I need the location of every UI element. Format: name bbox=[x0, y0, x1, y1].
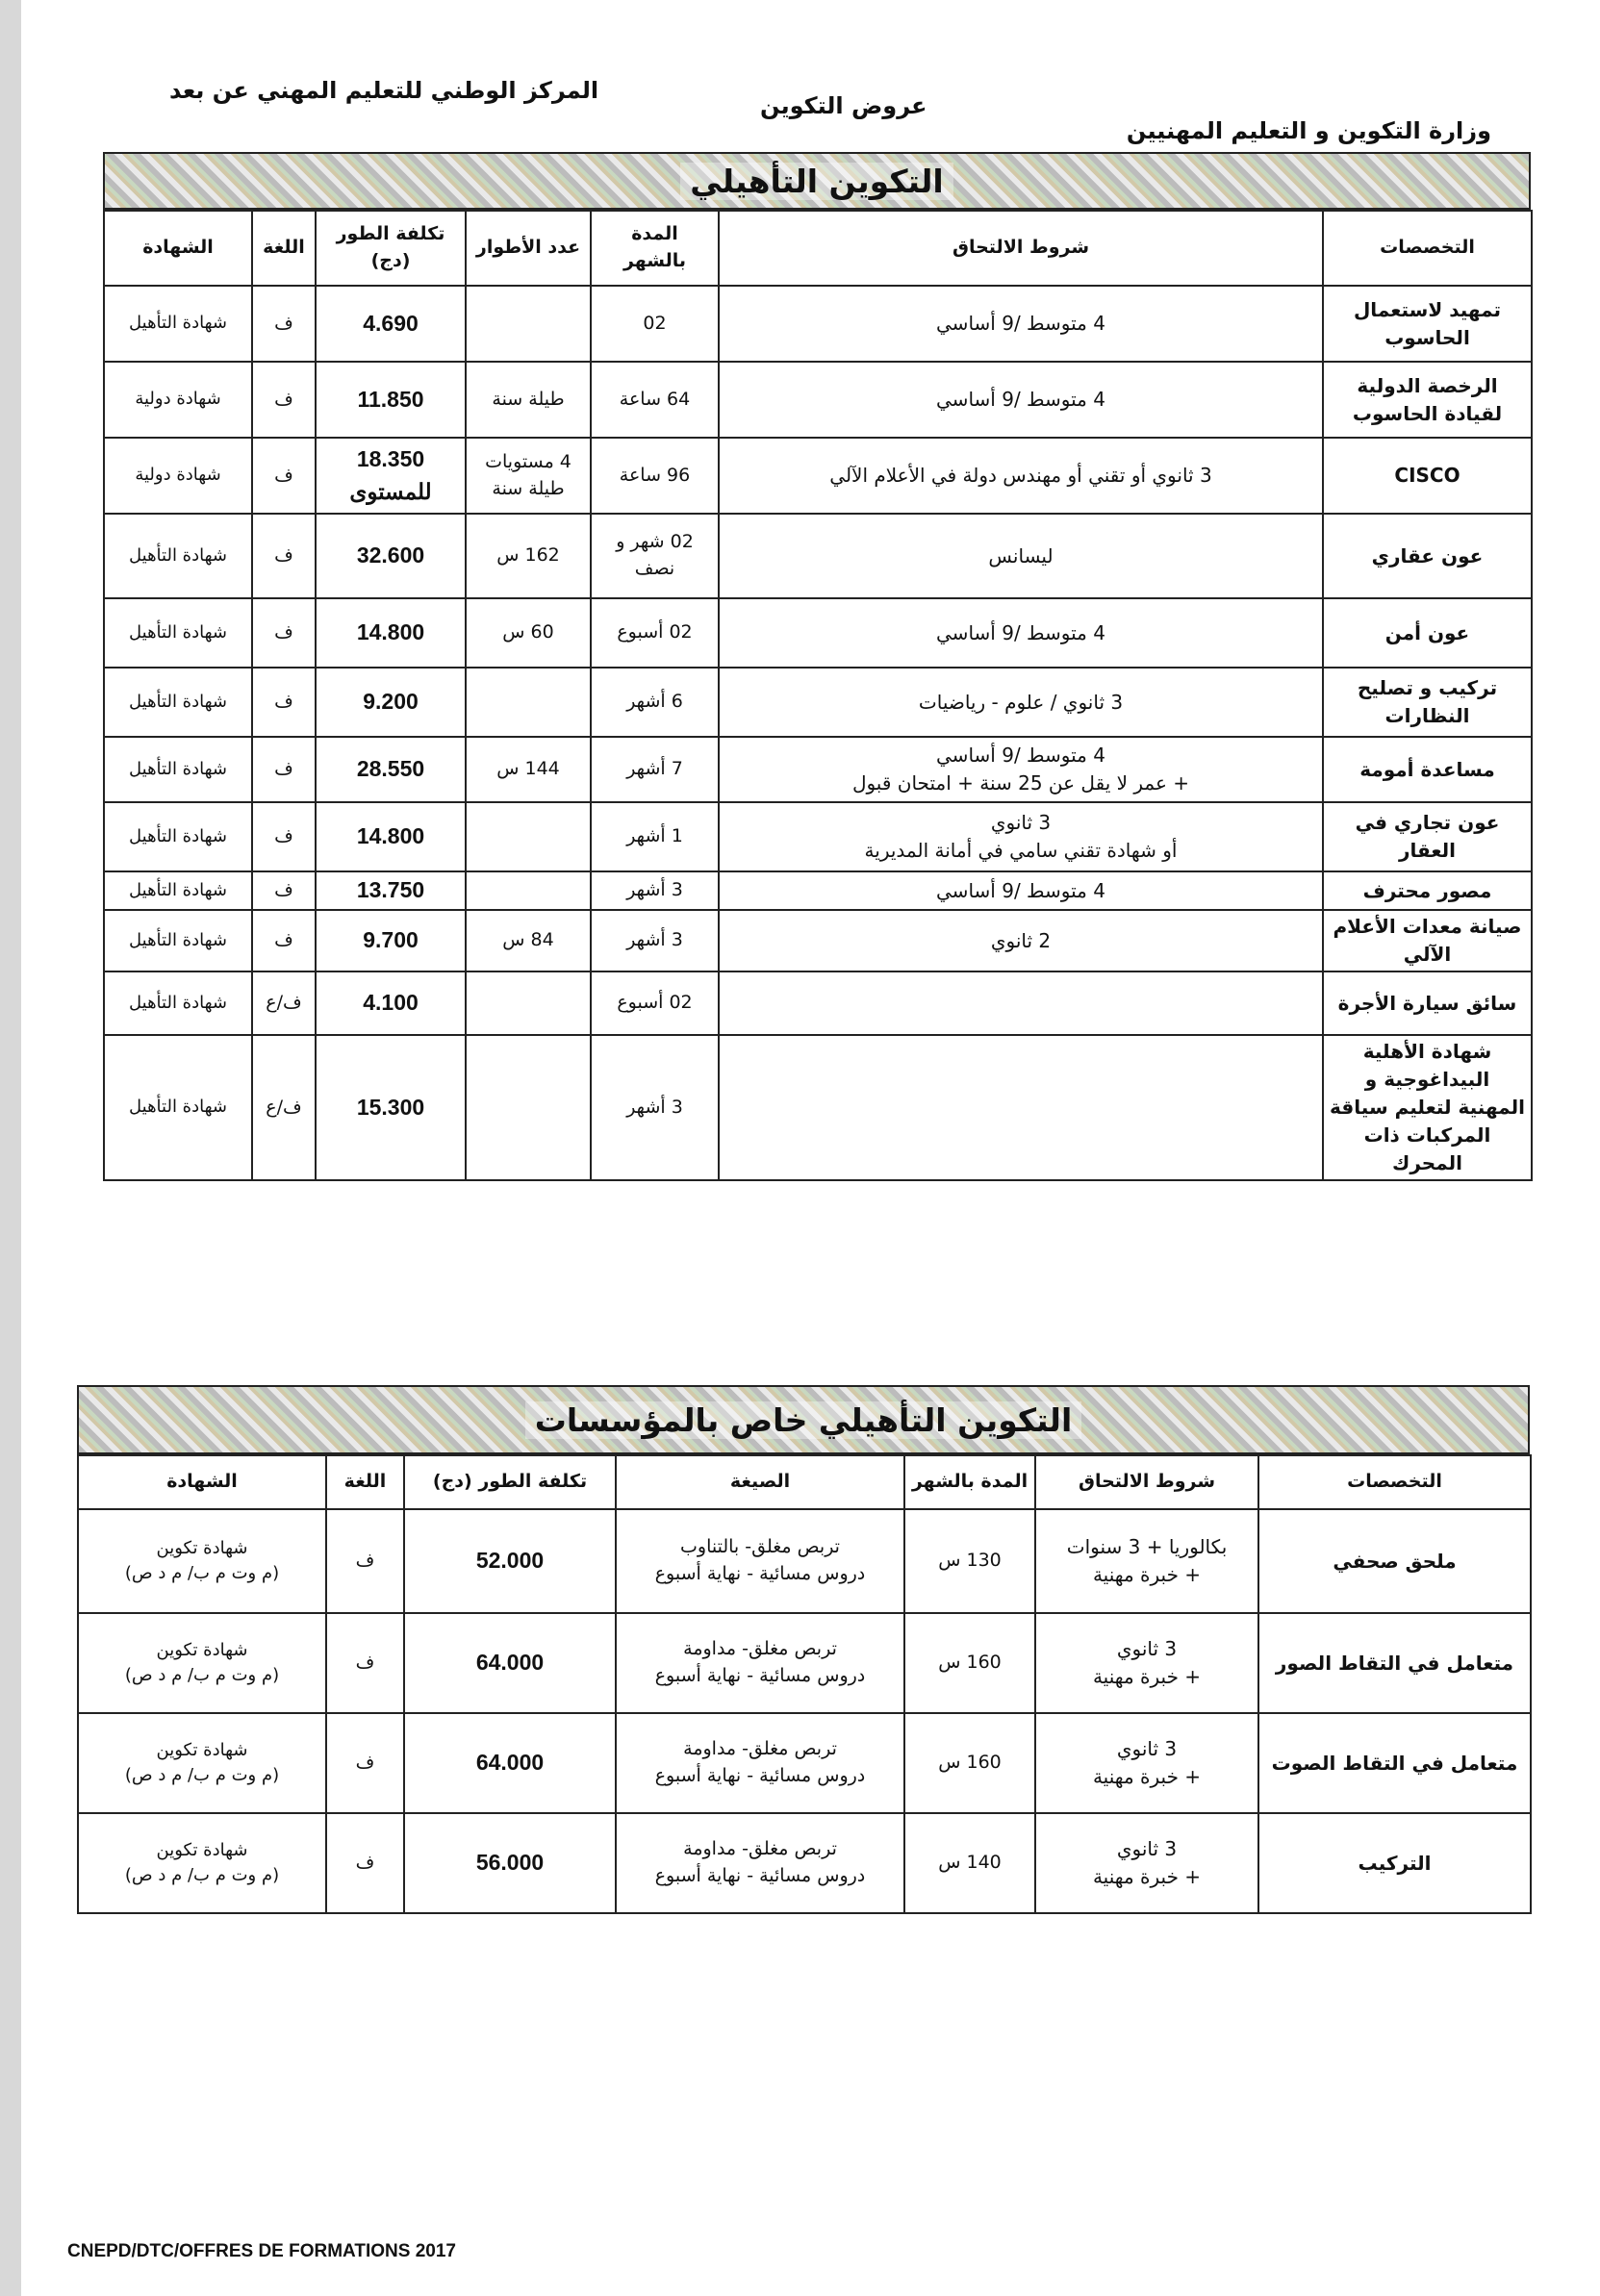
admission-conditions-cell bbox=[719, 514, 1323, 598]
training-mode-cell-line: دروس مسائية - نهاية أسبوع bbox=[654, 1765, 866, 1786]
language-cell: ف bbox=[252, 362, 316, 438]
language-cell: ف bbox=[252, 802, 316, 871]
cost-cell: 11.850 bbox=[316, 362, 466, 438]
duration-cell: 140 س bbox=[904, 1813, 1035, 1913]
certificate-cell-line: (م وت م ب/ م د ص) bbox=[124, 1563, 280, 1583]
table-row bbox=[104, 802, 1532, 871]
col-header: عدد الأطوار bbox=[466, 211, 591, 286]
stages-cell: 144 س bbox=[466, 737, 591, 802]
table-row bbox=[104, 910, 1532, 971]
cost-cell: 28.550 bbox=[316, 737, 466, 802]
cost-cell: 9.200 bbox=[316, 668, 466, 737]
language-cell: ف bbox=[252, 668, 316, 737]
duration-cell: 02 أسبوع bbox=[591, 598, 719, 668]
language-cell: ف/ع bbox=[252, 1035, 316, 1180]
admission-conditions-cell bbox=[719, 737, 1323, 802]
admission-conditions-cell-line: 4 متوسط /9 أساسي bbox=[936, 744, 1105, 767]
col-header: المدة بالشهر bbox=[591, 211, 719, 286]
col-header: التخصصات bbox=[1323, 211, 1532, 286]
training-mode-cell-line: تربص مغلق- بالتناوب bbox=[680, 1536, 840, 1558]
certificate-cell: شهادة التأهيل bbox=[104, 286, 252, 362]
col-header: الصيغة bbox=[616, 1455, 904, 1509]
admission-conditions-cell-line: 3 ثانوي bbox=[1116, 1637, 1178, 1660]
admission-conditions-cell-line: + خبرة مهنية bbox=[1092, 1765, 1202, 1788]
admission-conditions-cell bbox=[1035, 1813, 1258, 1913]
admission-conditions-cell-line: + خبرة مهنية bbox=[1092, 1865, 1202, 1888]
admission-conditions-cell bbox=[719, 871, 1323, 910]
cost-cell: 4.100 bbox=[316, 971, 466, 1035]
duration-cell: 160 س bbox=[904, 1713, 1035, 1813]
cost-cell: 14.800 bbox=[316, 802, 466, 871]
certificate-cell: شهادة التأهيل bbox=[104, 1035, 252, 1180]
specialty-cell: عون عقاري bbox=[1323, 514, 1532, 598]
cost-cell: 56.000 bbox=[404, 1813, 616, 1913]
language-cell: ف bbox=[252, 514, 316, 598]
duration-cell: 3 أشهر bbox=[591, 871, 719, 910]
duration-cell: 02 أسبوع bbox=[591, 971, 719, 1035]
specialty-cell: متعامل في التقاط الصوت bbox=[1258, 1713, 1531, 1813]
admission-conditions-cell bbox=[1035, 1713, 1258, 1813]
cost-cell: 64.000 bbox=[404, 1713, 616, 1813]
specialty-cell: التركيب bbox=[1258, 1813, 1531, 1913]
certificate-cell: شهادة التأهيل bbox=[104, 802, 252, 871]
ministry-header: وزارة التكوين و التعليم المهنيين bbox=[1126, 117, 1491, 144]
certificate-cell: شهادة التأهيل bbox=[104, 598, 252, 668]
certificate-cell-line: (م وت م ب/ م د ص) bbox=[124, 1665, 280, 1685]
document-title: عروض التكوين bbox=[760, 92, 927, 119]
specialty-cell: ملحق صحفي bbox=[1258, 1509, 1531, 1613]
cost-cell: 52.000 bbox=[404, 1509, 616, 1613]
stages-cell bbox=[466, 971, 591, 1035]
certificate-cell-line: شهادة تكوين bbox=[156, 1739, 248, 1760]
certificate-cell-line: شهادة تكوين bbox=[156, 1839, 248, 1860]
col-header: اللغة bbox=[252, 211, 316, 286]
cost-cell: 4.690 bbox=[316, 286, 466, 362]
specialty-cell: عون تجاري في العقار bbox=[1323, 802, 1532, 871]
specialty-cell: تمهيد لاستعمال الحاسوب bbox=[1323, 286, 1532, 362]
specialty-cell: متعامل في التقاط الصور bbox=[1258, 1613, 1531, 1713]
certificate-cell bbox=[78, 1813, 326, 1913]
section2-banner bbox=[77, 1385, 1530, 1454]
training-mode-cell-line: دروس مسائية - نهاية أسبوع bbox=[654, 1665, 866, 1686]
specialty-cell: عون أمن bbox=[1323, 598, 1532, 668]
table-row bbox=[104, 737, 1532, 802]
stages-cell: 84 س bbox=[466, 910, 591, 971]
admission-conditions-cell-line: 3 ثانوي bbox=[1116, 1837, 1178, 1860]
admission-conditions-cell-line: 3 ثانوي أو تقني أو مهندس دولة في الأعلام الآلي bbox=[829, 464, 1212, 487]
language-cell: ف bbox=[252, 737, 316, 802]
center-header: المركز الوطني للتعليم المهني عن بعد bbox=[169, 77, 599, 104]
certificate-cell-line: شهادة تكوين bbox=[156, 1639, 248, 1660]
admission-conditions-cell bbox=[719, 1035, 1323, 1180]
admission-conditions-cell-line: 4 متوسط /9 أساسي bbox=[936, 312, 1105, 335]
table-row bbox=[104, 668, 1532, 737]
stages-cell bbox=[466, 802, 591, 871]
table-row bbox=[104, 971, 1532, 1035]
certificate-cell: شهادة دولية bbox=[104, 362, 252, 438]
section1-title: التكوين التأهيلي bbox=[680, 163, 952, 200]
table-row bbox=[104, 362, 1532, 438]
admission-conditions-cell-line: ليسانس bbox=[988, 543, 1054, 568]
language-cell: ف bbox=[252, 438, 316, 514]
table-row bbox=[104, 438, 1532, 514]
admission-conditions-cell-line: 4 متوسط /9 أساسي bbox=[936, 388, 1105, 411]
cost-cell: 32.600 bbox=[316, 514, 466, 598]
col-header: تكلفة الطور (دج) bbox=[316, 211, 466, 286]
col-header: الشهادة bbox=[104, 211, 252, 286]
certificate-cell: شهادة التأهيل bbox=[104, 514, 252, 598]
col-header: شروط الالتحاق bbox=[1035, 1455, 1258, 1509]
training-mode-cell-line: تربص مغلق- مداومة bbox=[683, 1738, 837, 1760]
admission-conditions-cell bbox=[719, 668, 1323, 737]
training-mode-cell bbox=[616, 1813, 904, 1913]
cost-cell: 15.300 bbox=[316, 1035, 466, 1180]
duration-cell: 160 س bbox=[904, 1613, 1035, 1713]
duration-cell: 7 أشهر bbox=[591, 737, 719, 802]
certificate-cell: شهادة التأهيل bbox=[104, 668, 252, 737]
col-header: شروط الالتحاق bbox=[719, 211, 1323, 286]
admission-conditions-cell-line: 3 ثانوي bbox=[1116, 1737, 1178, 1760]
language-cell: ف bbox=[326, 1613, 404, 1713]
certificate-cell: شهادة التأهيل bbox=[104, 737, 252, 802]
language-cell: ف bbox=[252, 910, 316, 971]
admission-conditions-cell bbox=[719, 438, 1323, 514]
duration-cell: 02 شهر و نصف bbox=[591, 514, 719, 598]
stages-cell bbox=[466, 871, 591, 910]
col-header: التخصصات bbox=[1258, 1455, 1531, 1509]
certificate-cell bbox=[78, 1509, 326, 1613]
table-row bbox=[104, 871, 1532, 910]
table-row bbox=[104, 514, 1532, 598]
training-mode-cell-line: تربص مغلق- مداومة bbox=[683, 1838, 837, 1860]
admission-conditions-cell bbox=[1035, 1613, 1258, 1713]
duration-cell: 02 bbox=[591, 286, 719, 362]
certificate-cell: شهادة التأهيل bbox=[104, 871, 252, 910]
specialty-cell: شهادة الأهلية البيداغوجية و المهنية لتعليم سياقة المركبات ذات المحرك bbox=[1323, 1035, 1532, 1180]
admission-conditions-cell bbox=[719, 802, 1323, 871]
stages-cell bbox=[466, 1035, 591, 1180]
admission-conditions-cell-line: 4 متوسط /9 أساسي bbox=[936, 620, 1105, 644]
certificate-cell-line: (م وت م ب/ م د ص) bbox=[124, 1865, 280, 1885]
admission-conditions-cell bbox=[719, 971, 1323, 1035]
col-header: اللغة bbox=[326, 1455, 404, 1509]
institutions-training-table bbox=[77, 1454, 1532, 1914]
stages-cell bbox=[466, 668, 591, 737]
table-row bbox=[78, 1813, 1531, 1913]
language-cell: ف bbox=[252, 598, 316, 668]
admission-conditions-cell-line: 4 متوسط /9 أساسي bbox=[936, 878, 1105, 902]
language-cell: ف/ع bbox=[252, 971, 316, 1035]
section1-banner bbox=[103, 152, 1531, 210]
language-cell: ف bbox=[326, 1813, 404, 1913]
stages-cell: 60 س bbox=[466, 598, 591, 668]
stages-cell: 4 مستويات طيلة سنة bbox=[466, 438, 591, 514]
training-mode-cell bbox=[616, 1713, 904, 1813]
admission-conditions-cell-line: + خبرة مهنية bbox=[1092, 1563, 1202, 1586]
specialty-cell: صيانة معدات الأعلام الآلي bbox=[1323, 910, 1532, 971]
table-row bbox=[78, 1713, 1531, 1813]
certificate-cell-line: (م وت م ب/ م د ص) bbox=[124, 1765, 280, 1785]
scan-page-edge bbox=[0, 0, 21, 2296]
table-header-row bbox=[78, 1455, 1531, 1509]
language-cell: ف bbox=[252, 871, 316, 910]
cost-cell: 64.000 bbox=[404, 1613, 616, 1713]
admission-conditions-cell-line: 3 ثانوي bbox=[990, 811, 1052, 834]
table-row bbox=[104, 286, 1532, 362]
admission-conditions-cell-line: بكالوريا + 3 سنوات bbox=[1066, 1535, 1228, 1558]
table-row bbox=[104, 1035, 1532, 1180]
language-cell: ف bbox=[252, 286, 316, 362]
col-header: الشهادة bbox=[78, 1455, 326, 1509]
specialty-cell: CISCO bbox=[1323, 438, 1532, 514]
specialty-cell: مصور محترف bbox=[1323, 871, 1532, 910]
duration-cell: 3 أشهر bbox=[591, 910, 719, 971]
specialty-cell: الرخصة الدولية لقيادة الحاسوب bbox=[1323, 362, 1532, 438]
cost-cell: 18.350 للمستوى bbox=[316, 438, 466, 514]
admission-conditions-cell bbox=[719, 910, 1323, 971]
certificate-cell: شهادة دولية bbox=[104, 438, 252, 514]
specialty-cell: مساعدة أمومة bbox=[1323, 737, 1532, 802]
duration-cell: 64 ساعة bbox=[591, 362, 719, 438]
certificate-cell: شهادة التأهيل bbox=[104, 971, 252, 1035]
admission-conditions-cell-line: 2 ثانوي bbox=[990, 928, 1052, 952]
specialty-cell: تركيب و تصليح النظارات bbox=[1323, 668, 1532, 737]
admission-conditions-cell bbox=[719, 362, 1323, 438]
training-mode-cell bbox=[616, 1613, 904, 1713]
specialty-cell: سائق سيارة الأجرة bbox=[1323, 971, 1532, 1035]
certificate-cell bbox=[78, 1713, 326, 1813]
admission-conditions-cell-line: أو شهادة تقني سامي في أمانة المديرية bbox=[864, 839, 1178, 862]
training-mode-cell-line: تربص مغلق- مداومة bbox=[683, 1638, 837, 1660]
col-header: تكلفة الطور (دج) bbox=[404, 1455, 616, 1509]
table-header-row bbox=[104, 211, 1532, 286]
cost-cell: 14.800 bbox=[316, 598, 466, 668]
training-mode-cell-line: دروس مسائية - نهاية أسبوع bbox=[654, 1563, 866, 1584]
duration-cell: 96 ساعة bbox=[591, 438, 719, 514]
certificate-cell bbox=[78, 1613, 326, 1713]
duration-cell: 6 أشهر bbox=[591, 668, 719, 737]
stages-cell: 162 س bbox=[466, 514, 591, 598]
certificate-cell: شهادة التأهيل bbox=[104, 910, 252, 971]
duration-cell: 130 س bbox=[904, 1509, 1035, 1613]
stages-cell: طيلة سنة bbox=[466, 362, 591, 438]
duration-cell: 3 أشهر bbox=[591, 1035, 719, 1180]
admission-conditions-cell bbox=[1035, 1509, 1258, 1613]
footer-reference: CNEPD/DTC/OFFRES DE FORMATIONS 2017 bbox=[67, 2241, 456, 2261]
language-cell: ف bbox=[326, 1509, 404, 1613]
stages-cell bbox=[466, 286, 591, 362]
admission-conditions-cell bbox=[719, 598, 1323, 668]
cost-cell: 9.700 bbox=[316, 910, 466, 971]
table-row bbox=[104, 598, 1532, 668]
training-mode-cell bbox=[616, 1509, 904, 1613]
admission-conditions-cell-line: 3 ثانوي / علوم - رياضيات bbox=[918, 690, 1124, 714]
qualification-training-table bbox=[103, 210, 1533, 1181]
table-row bbox=[78, 1613, 1531, 1713]
admission-conditions-cell bbox=[719, 286, 1323, 362]
cost-cell: 13.750 bbox=[316, 871, 466, 910]
training-mode-cell-line: دروس مسائية - نهاية أسبوع bbox=[654, 1865, 866, 1886]
table-row bbox=[78, 1509, 1531, 1613]
language-cell: ف bbox=[326, 1713, 404, 1813]
col-header: المدة بالشهر bbox=[904, 1455, 1035, 1509]
duration-cell: 1 أشهر bbox=[591, 802, 719, 871]
certificate-cell-line: شهادة تكوين bbox=[156, 1537, 248, 1558]
section2-title: التكوين التأهيلي خاص بالمؤسسات bbox=[525, 1401, 1082, 1439]
admission-conditions-cell-line: + خبرة مهنية bbox=[1092, 1665, 1202, 1688]
admission-conditions-cell-line: + عمر لا يقل عن 25 سنة + امتحان قبول bbox=[851, 771, 1190, 795]
